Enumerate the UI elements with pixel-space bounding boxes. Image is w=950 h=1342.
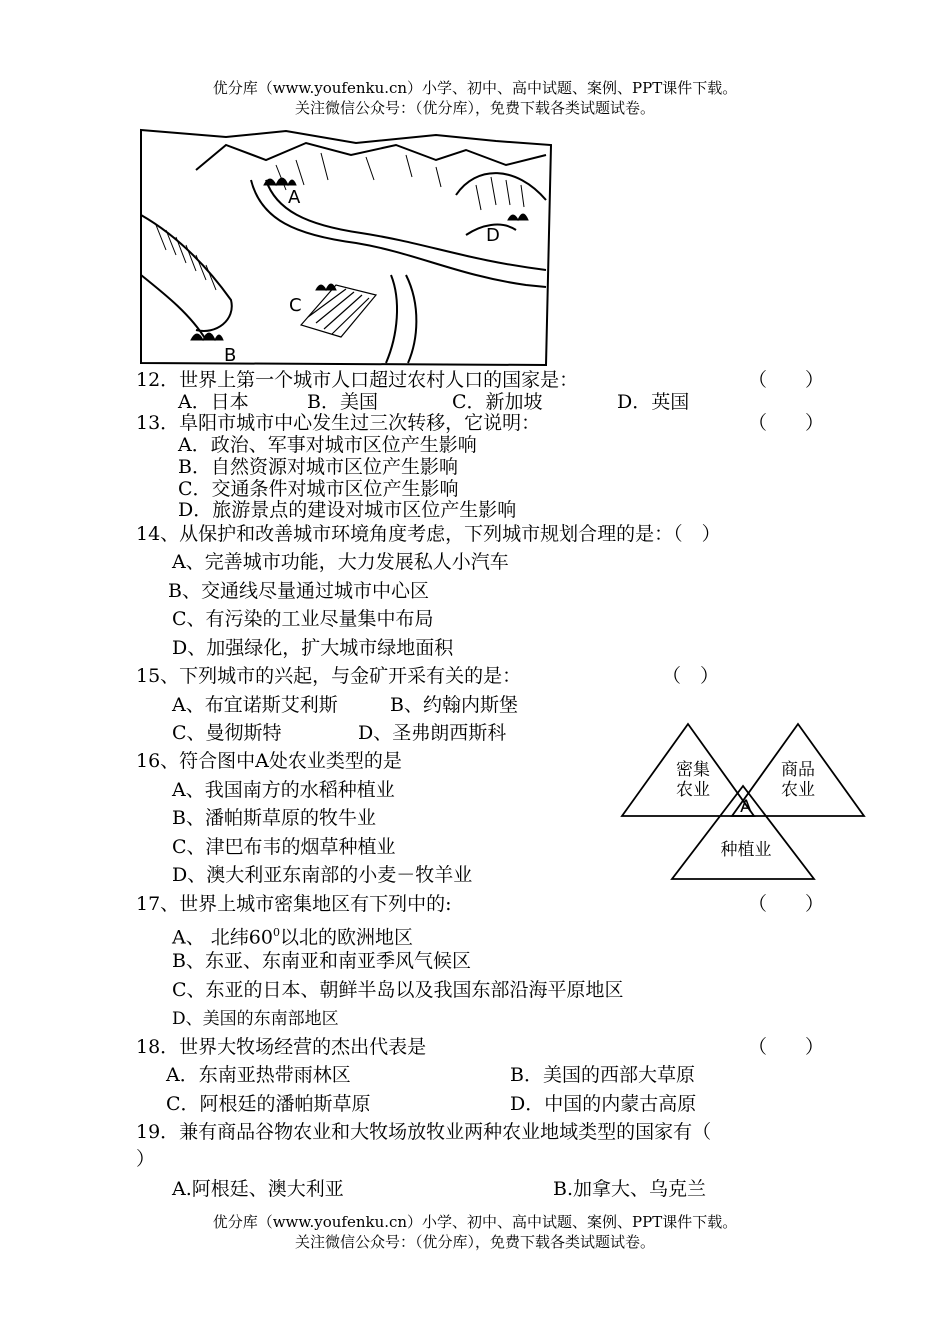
q15-answer-paren: （ ）	[662, 665, 720, 687]
header-line-1: 优分库（www.youfenku.cn）小学、初中、高中试题、案例、PPT课件下载。	[212, 79, 738, 97]
header-line-2: 关注微信公众号：（优分库），免费下载各类试题试卷。	[294, 99, 655, 117]
map-label-d: D	[486, 225, 500, 246]
q18-option-d: D．中国的内蒙古高原	[510, 1093, 697, 1115]
q17-option-a	[172, 920, 413, 950]
footer-line-2: 关注微信公众号：（优分库），免费下载各类试题试卷。	[294, 1233, 655, 1251]
q15-option-c: C、曼彻斯特	[172, 722, 282, 744]
agriculture-triangle-diagram	[618, 718, 870, 883]
q14-option-c: C、有污染的工业尽量集中布局	[172, 608, 434, 630]
q15-stem: 15、下列城市的兴起，与金矿开采有关的是：	[136, 665, 522, 687]
q13-stem: 13．阜阳市城市中心发生过三次转移，它说明：	[136, 412, 541, 434]
hill-right	[456, 173, 546, 200]
footer-line-1: 优分库（www.youfenku.cn）小学、初中、高中试题、案例、PPT课件下载。	[212, 1213, 738, 1231]
q12-answer-paren: （ ）	[748, 369, 825, 391]
hill-hatching	[476, 177, 524, 210]
map-label-c: C	[289, 295, 302, 316]
q18-option-a: A．东南亚热带雨林区	[166, 1064, 351, 1086]
q14-stem: 14、从保护和改善城市环境角度考虑，下列城市规划合理的是：（ ）	[136, 523, 721, 545]
q16-stem: 16、符合图中A处农业类型的是	[136, 750, 402, 772]
label-cropping: 种植业	[720, 840, 772, 860]
q17-option-d: D、美国的东南部地区	[172, 1009, 339, 1029]
tree-cluster-a	[264, 178, 296, 185]
q13-option-c: C．交通条件对城市区位产生影响	[178, 478, 459, 500]
q19-option-a: A.阿根廷、澳大利亚	[172, 1178, 344, 1200]
ridge-hatching	[276, 153, 441, 190]
q16-option-b: B、潘帕斯草原的牧牛业	[172, 807, 376, 829]
map-figure	[136, 125, 556, 370]
q14-option-b: B、交通线尽量通过城市中心区	[168, 580, 429, 602]
label-commercial-2: 农业	[781, 780, 815, 800]
label-center-a: A	[740, 797, 752, 817]
q19-stem: 19．兼有商品谷物农业和大牧场放牧业两种农业地域类型的国家有（	[136, 1121, 712, 1143]
q19-stem-end: ）	[136, 1148, 156, 1170]
q16-option-a: A、我国南方的水稻种植业	[172, 779, 395, 801]
q17-option-a-pre: A、 北纬60	[172, 926, 273, 949]
road	[386, 275, 397, 363]
q16-option-d: D、澳大利亚东南部的小麦－牧羊业	[172, 864, 473, 886]
q17-answer-paren: （ ）	[748, 893, 825, 915]
map-label-b: B	[224, 345, 237, 366]
q17-option-a-degree: 0	[272, 926, 280, 939]
road-edge	[406, 275, 416, 363]
tree-cluster-b	[191, 333, 223, 340]
label-commercial-1: 商品	[781, 760, 815, 780]
tree-cluster-d	[508, 214, 528, 220]
q19-option-b: B.加拿大、乌克兰	[553, 1178, 707, 1200]
q14-option-a: A、完善城市功能，大力发展私人小汽车	[172, 551, 509, 573]
slope-hatching	[156, 225, 216, 290]
q12-stem: 12．世界上第一个城市人口超过农村人口的国家是：	[136, 369, 579, 391]
label-intensive-2: 农业	[676, 780, 710, 800]
q12-option-b: B．美国	[307, 391, 378, 413]
q18-answer-paren: （ ）	[748, 1036, 825, 1058]
q18-option-b: B．美国的西部大草原	[510, 1064, 695, 1086]
label-intensive-1: 密集	[676, 760, 710, 780]
tree-cluster-c	[316, 284, 336, 290]
q16-option-c: C、津巴布韦的烟草种植业	[172, 836, 396, 858]
q12-option-d: D．英国	[617, 391, 690, 413]
q14-option-d: D、加强绿化，扩大城市绿地面积	[172, 637, 454, 659]
q15-option-d: D、圣弗朗西斯科	[358, 722, 507, 744]
q17-stem: 17、世界上城市密集地区有下列中的:	[136, 893, 452, 915]
q17-option-a-post: 以北的欧洲地区	[279, 926, 413, 949]
farm-field-c	[301, 285, 376, 337]
q15-option-a: A、布宜诺斯艾利斯	[172, 694, 338, 716]
q18-option-c: C．阿根廷的潘帕斯草原	[166, 1093, 371, 1115]
q13-option-a: A．政治、军事对城市区位产生影响	[178, 434, 477, 456]
q13-answer-paren: （ ）	[748, 412, 825, 434]
q12-option-a: A．日本	[178, 391, 249, 413]
map-label-a: A	[288, 187, 301, 208]
q13-option-d: D．旅游景点的建设对城市区位产生影响	[178, 499, 517, 521]
mountain-ridge	[196, 143, 546, 170]
q18-stem: 18．世界大牧场经营的杰出代表是	[136, 1036, 427, 1058]
q17-option-b: B、东亚、东南亚和南亚季风气候区	[172, 950, 471, 972]
q17-option-c: C、东亚的日本、朝鲜半岛以及我国东部沿海平原地区	[172, 979, 624, 1001]
q15-option-b: B、约翰内斯堡	[390, 694, 518, 716]
q12-option-c: C．新加坡	[452, 391, 543, 413]
q13-option-b: B．自然资源对城市区位产生影响	[178, 456, 458, 478]
